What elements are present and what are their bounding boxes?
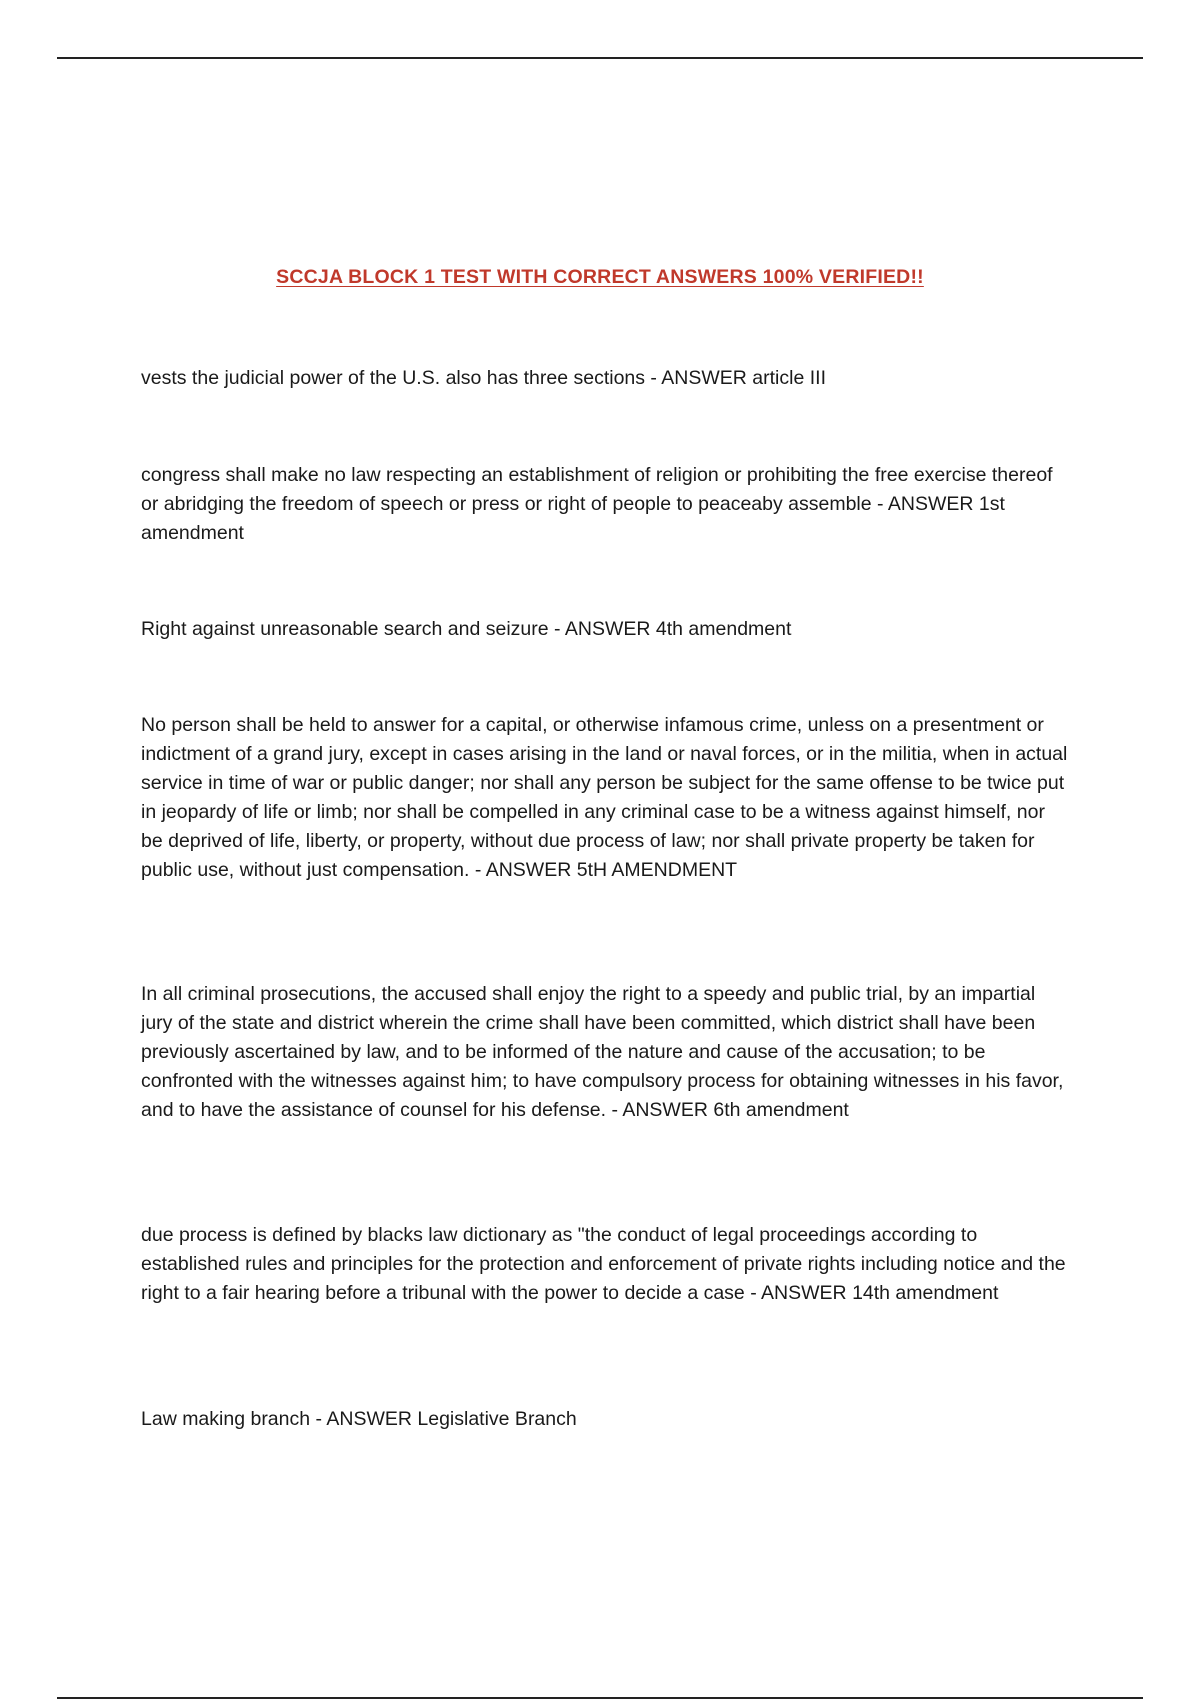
qa-item (141, 364, 1071, 393)
header-rule (57, 57, 1143, 59)
answer-text: article III (752, 367, 826, 389)
footer-rule (57, 1697, 1143, 1699)
answer-prefix: ANSWER (887, 493, 979, 515)
separator: - (645, 367, 662, 389)
answer-text: 1st amendment (141, 493, 1005, 544)
question-text: No person shall be held to answer for a capital, or otherwise infamous crime, unless on a presentment or indictment of a grand jury, except in cases arising in the land or naval forces, or in the militia, when in actual service in time of war or public danger; nor shall any person be subject for the same offense to be twice put in jeopardy of life or limb; nor shall be compelled in any criminal case to be a witness against himself, nor be deprived of life, liberty, or property, without due process of law; nor shall private property be taken for public use, without just compensation. (141, 714, 1068, 881)
answer-text: 14th amendment (852, 1282, 999, 1304)
answer-prefix: ANSWER (761, 1282, 853, 1304)
separator: - (871, 493, 888, 515)
question-text: Law making branch (141, 1408, 311, 1430)
separator: - (744, 1282, 762, 1304)
answer-prefix: ANSWER (661, 367, 753, 389)
question-text: In all criminal prosecutions, the accused shall enjoy the right to a speedy and public trial, by an impartial jury of the state and district wherein the crime shall have been committed, which district shall have been previously ascertained by law, and to be informed of the nature and cause of the accusation; to be confronted with the witnesses against him; to have compulsory process for obtaining witnesses in his favor, and to have the assistance of counsel for his defense. (141, 983, 1064, 1121)
separator: - (606, 1099, 623, 1121)
answer-prefix: ANSWER (485, 859, 577, 881)
qa-item (141, 461, 1071, 548)
question-text: vests the judicial power of the U.S. also has three sections (141, 367, 646, 389)
qa-item (141, 1221, 1071, 1308)
qa-item (141, 615, 1071, 644)
answer-prefix: ANSWER (326, 1408, 418, 1430)
separator: - (310, 1408, 327, 1430)
qa-item (141, 980, 1071, 1125)
question-text: due process is defined by blacks law dictionary as "the conduct of legal proceedings according to established rules and principles for the protection and enforcement of private rights including notice and the right to a fair hearing before a tribunal with the power to decide a case (141, 1224, 1066, 1304)
answer-text: 5tH AMENDMENT (576, 859, 738, 881)
qa-item (141, 1405, 1071, 1434)
separator: - (469, 859, 486, 881)
answer-text: 4th amendment (655, 618, 792, 640)
answer-text: Legislative Branch (417, 1408, 577, 1430)
qa-item (141, 711, 1071, 885)
answer-text: 6th amendment (713, 1099, 849, 1121)
question-text: Right against unreasonable search and seizure (141, 618, 549, 640)
answer-prefix: ANSWER (622, 1099, 714, 1121)
question-text: congress shall make no law respecting an establishment of religion or prohibiting the free exercise thereof or abridging the freedom of speech or press or right of people to peaceaby assemble (141, 464, 1053, 515)
document-title: SCCJA BLOCK 1 TEST WITH CORRECT ANSWERS 100% VERIFIED!! (276, 266, 924, 288)
separator: - (548, 618, 565, 640)
answer-prefix: ANSWER (564, 618, 656, 640)
